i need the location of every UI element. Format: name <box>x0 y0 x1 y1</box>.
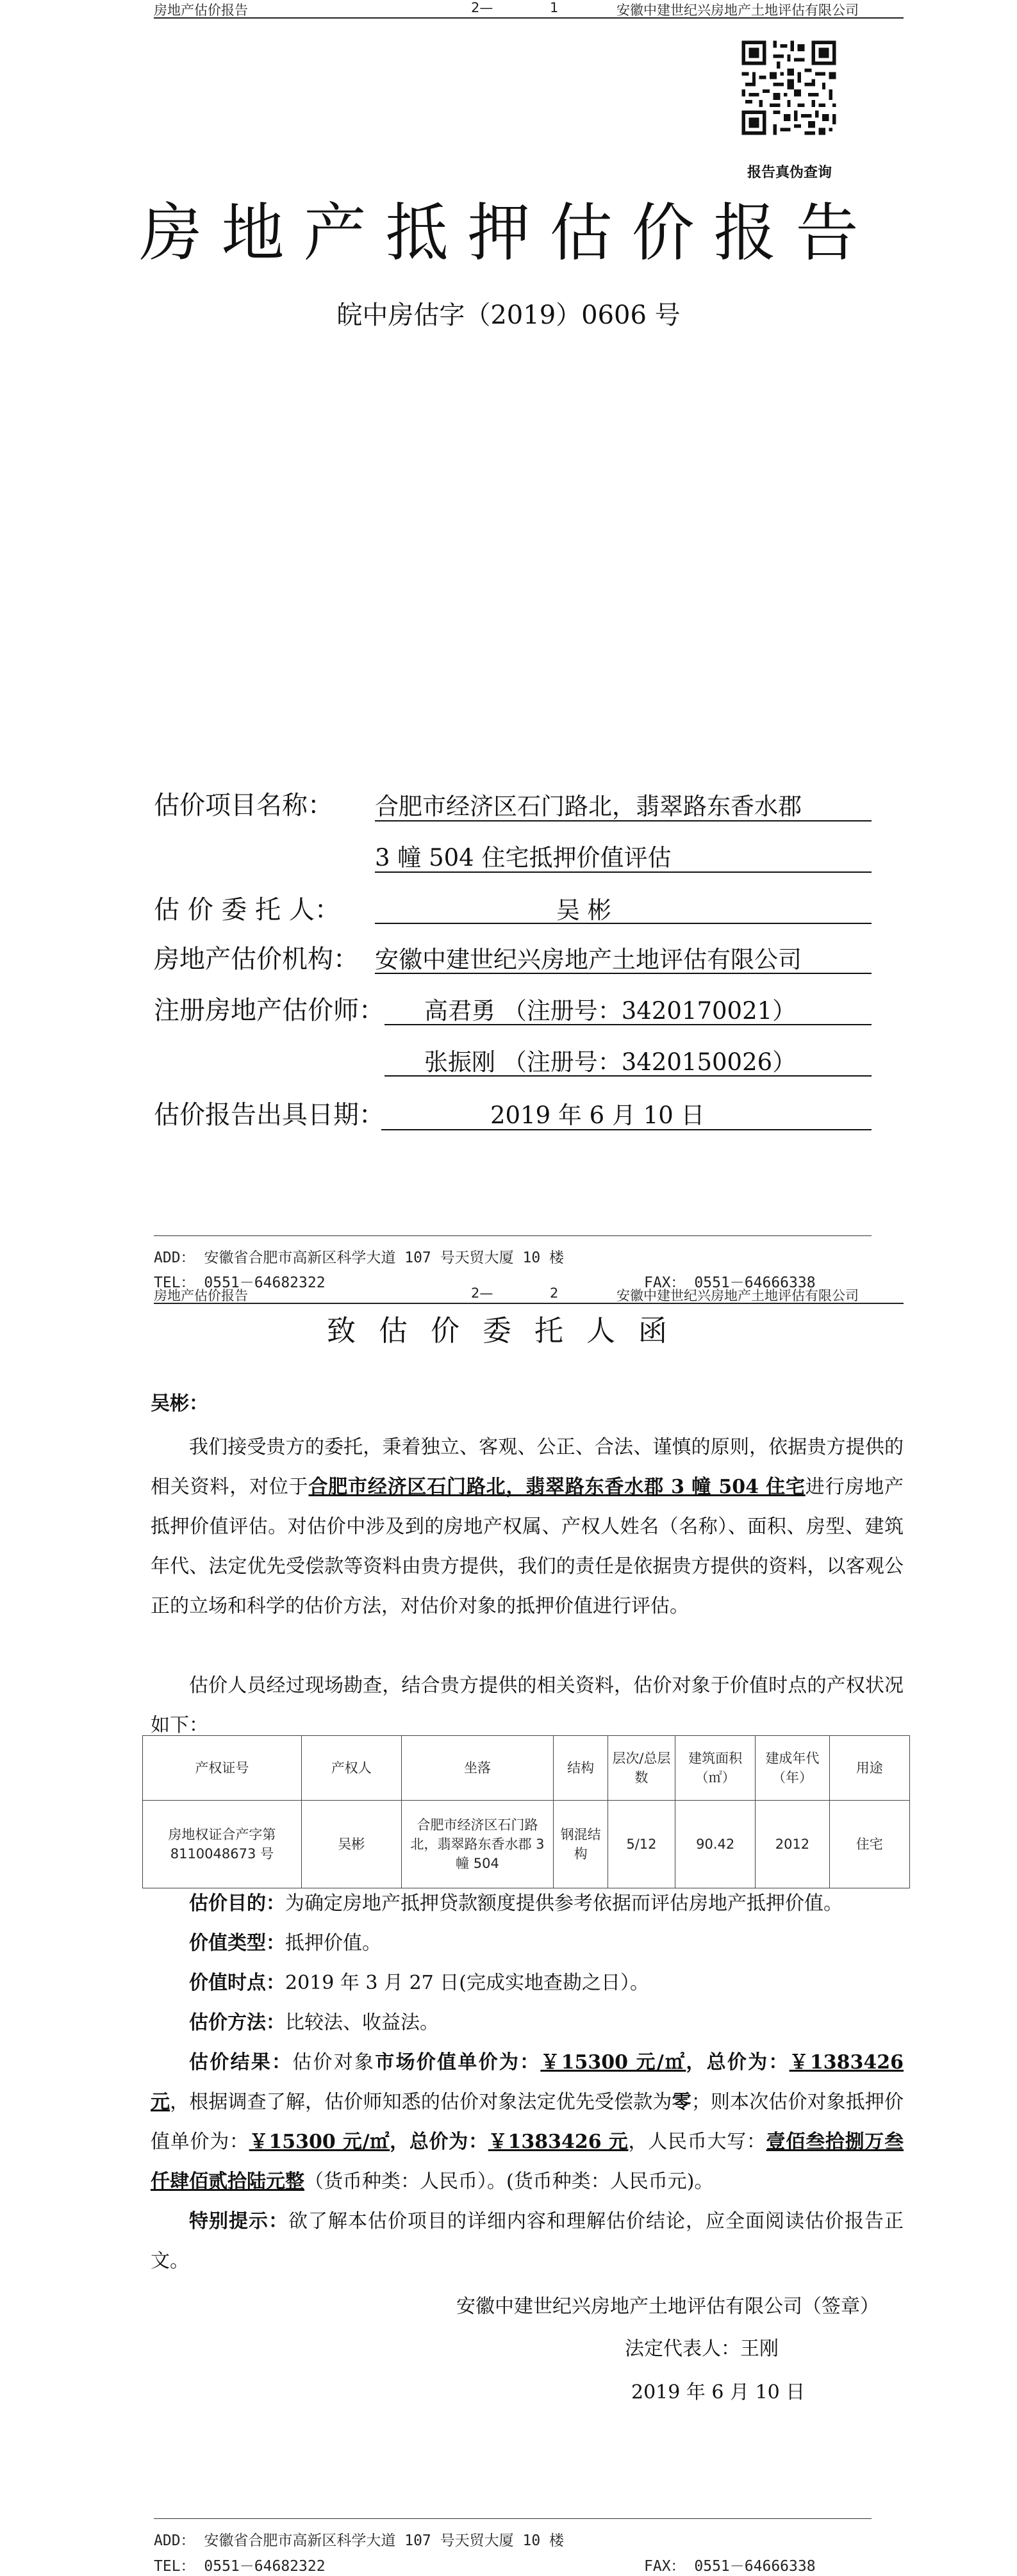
table-header: 产权证号 <box>143 1736 302 1801</box>
table-header: 建筑面积（㎡） <box>675 1736 755 1801</box>
footer-rule <box>154 2518 872 2519</box>
result-paragraph <box>151 2043 904 2202</box>
value-time-label: 价值时点： <box>189 1972 285 1994</box>
footer-rule <box>154 1235 872 1236</box>
result-text: ，人民币大写： <box>628 2131 766 2153</box>
special-note <box>151 2202 904 2281</box>
client-label: 估 价 委 托 人： <box>154 895 340 925</box>
purpose-line <box>189 1884 904 1924</box>
special-note-label: 特别提示： <box>189 2210 288 2233</box>
cell-floor: 5/12 <box>608 1801 675 1888</box>
agency-value: 安徽中建世纪兴房地产土地评估有限公司 <box>375 946 802 973</box>
table-header: 建成年代（年） <box>756 1736 829 1801</box>
header-left: 房地产估价报告 <box>154 3 248 18</box>
project-underline-2 <box>375 871 872 873</box>
market-unit-price: ￥15300 元/㎡ <box>540 2051 686 2074</box>
date-value: 2019 年 6 月 10 日 <box>490 1102 705 1129</box>
appraiser-1: 高君勇 （注册号：3420170021） <box>424 997 797 1025</box>
footer-tel: TEL： 0551－64682322 <box>154 2558 326 2575</box>
header-page-total: 2— <box>471 1285 493 1301</box>
appraiser-2: 张振刚 （注册号：3420150026） <box>424 1048 797 1076</box>
footer-fax: FAX： 0551－64666338 <box>644 2558 816 2575</box>
paragraph-1 <box>151 1428 904 1626</box>
header-right: 安徽中建世纪兴房地产土地评估有限公司 <box>616 3 859 18</box>
value-type-label: 价值类型： <box>189 1932 285 1954</box>
purpose-value: 为确定房地产抵押贷款额度提供参考依据而评估房地产抵押价值。 <box>285 1892 843 1915</box>
amount-in-words: 壹佰叁拾捌万叁仟肆佰贰拾陆元整 <box>151 2131 904 2193</box>
table-header: 结构 <box>554 1736 608 1801</box>
table-header-row <box>143 1736 910 1801</box>
result-text: 市场价值单价为： <box>375 2051 541 2074</box>
result-text: ，总价为： <box>390 2131 488 2153</box>
table-header: 坐落 <box>401 1736 554 1801</box>
header-page-total: 2— <box>471 0 493 15</box>
appraiser-1-underline <box>384 1024 872 1025</box>
project-underline-1 <box>375 820 872 822</box>
result-text: （货币种类：人民币）。(货币种类：人民币元)。 <box>304 2170 714 2193</box>
mortgage-unit-price: ￥15300 元/㎡ <box>249 2131 390 2153</box>
value-time-line <box>189 1963 904 2003</box>
purpose-label: 估价目的： <box>189 1892 285 1915</box>
header-page-number: 2 <box>550 1285 559 1301</box>
agency-underline <box>375 973 872 974</box>
agency-label: 房地产估价机构： <box>154 945 359 974</box>
result-text: ；则本次估价对象抵押价值单价为： <box>151 2091 904 2153</box>
footer-fax: FAX： 0551－64666338 <box>644 1275 816 1291</box>
footer-address: ADD： 安徽省合肥市高新区科学大道 107 号天贸大厦 10 楼 <box>154 1250 565 1266</box>
cell-use: 住宅 <box>829 1801 909 1888</box>
result-label: 估价结果： <box>189 2051 293 2074</box>
signature-date: 2019 年 6 月 10 日 <box>631 2381 806 2404</box>
appraiser-label: 注册房地产估价师： <box>154 996 384 1025</box>
table-header: 用途 <box>829 1736 909 1801</box>
salutation: 吴彬： <box>151 1392 208 1415</box>
header-page-number: 1 <box>550 0 559 15</box>
method-value: 比较法、收益法。 <box>285 2011 439 2034</box>
result-text: ，总价为： <box>686 2051 790 2074</box>
header-rule <box>154 1303 904 1304</box>
document-number: 皖中房估字（2019）0606 号 <box>336 301 681 330</box>
qr-caption: 报告真伪查询 <box>747 165 832 181</box>
table-header: 层次/总层数 <box>608 1736 675 1801</box>
method-label: 估价方法： <box>189 2011 285 2034</box>
signature-company: 安徽中建世纪兴房地产土地评估有限公司（签章） <box>456 2295 879 2318</box>
signature-representative: 法定代表人：王刚 <box>625 2338 779 2360</box>
cell-structure: 钢混结构 <box>554 1801 608 1888</box>
result-text: ，根据调查了解，估价师知悉的估价对象法定优先受偿款为 <box>170 2091 672 2113</box>
paragraph-2: 估价人员经过现场勘查，结合贵方提供的相关资料，估价对象于价值时点的产权状况如下： <box>151 1674 904 1737</box>
value-time-value: 2019 年 3 月 27 日(完成实地查勘之日）。 <box>285 1972 649 1994</box>
header-left: 房地产估价报告 <box>154 1288 248 1303</box>
footer-tel: TEL： 0551－64682322 <box>154 1275 326 1291</box>
value-type-value: 抵押价值。 <box>285 1932 381 1954</box>
property-table <box>142 1735 910 1888</box>
cell-year: 2012 <box>756 1801 829 1888</box>
special-note-value: 欲了解本估价项目的详细内容和理解估价结论，应全面阅读估价报告正文。 <box>151 2210 904 2272</box>
date-underline <box>381 1129 872 1130</box>
qr-code-icon[interactable] <box>738 37 839 138</box>
footer-address: ADD： 安徽省合肥市高新区科学大道 107 号天贸大厦 10 楼 <box>154 2532 565 2549</box>
market-total-price: ￥1383426 元 <box>151 2051 904 2113</box>
para1-intro: 我们接受贵方的委托，秉着独立、客观、公正、合法、谨慎的原则，依据贵方提供的相关资料，对位于 <box>151 1436 904 1498</box>
table-header: 产权人 <box>301 1736 401 1801</box>
project-name-value-line2: 3 幢 504 住宅抵押价值评估 <box>375 844 672 871</box>
project-name-value-line1: 合肥市经济区石门路北，翡翠路东香水郡 <box>375 793 802 820</box>
client-underline <box>375 923 872 924</box>
priority-claim-value: 零 <box>672 2091 691 2113</box>
value-type-line <box>189 1924 904 1963</box>
project-name-label: 估价项目名称： <box>154 791 333 820</box>
appraiser-2-underline <box>384 1075 872 1077</box>
property-address: 合肥市经济区石门路北，翡翠路东香水郡 3 幢 504 住宅 <box>308 1476 806 1498</box>
client-value: 吴 彬 <box>556 896 611 924</box>
report-title: 房地产抵押估价报告 <box>139 197 878 270</box>
cell-area: 90.42 <box>675 1801 755 1888</box>
cell-certificate-no: 房地权证合产字第 8110048673 号 <box>143 1801 302 1888</box>
table-row <box>143 1801 910 1888</box>
header-right: 安徽中建世纪兴房地产土地评估有限公司 <box>616 1288 859 1303</box>
method-line <box>189 2003 904 2043</box>
result-text: 估价对象 <box>292 2051 376 2074</box>
cell-owner: 吴彬 <box>301 1801 401 1888</box>
para1-body: 进行房地产抵押价值评估。对估价中涉及到的房地产权属、产权人姓名（名称）、面积、房型、建筑年代、法定优先受偿款等资料由贵方提供，我们的责任是依据贵方提供的资料，以客观公正的立场和科学的估价方法，对估价对象的抵押价值进行评估。 <box>151 1476 904 1617</box>
mortgage-total-price: ￥1383426 元 <box>488 2131 629 2153</box>
header-rule <box>154 17 904 19</box>
date-label: 估价报告出具日期： <box>154 1100 384 1130</box>
letter-title: 致估价委托人函 <box>326 1314 690 1348</box>
cell-location: 合肥市经济区石门路北，翡翠路东香水郡 3 幢 504 <box>401 1801 554 1888</box>
